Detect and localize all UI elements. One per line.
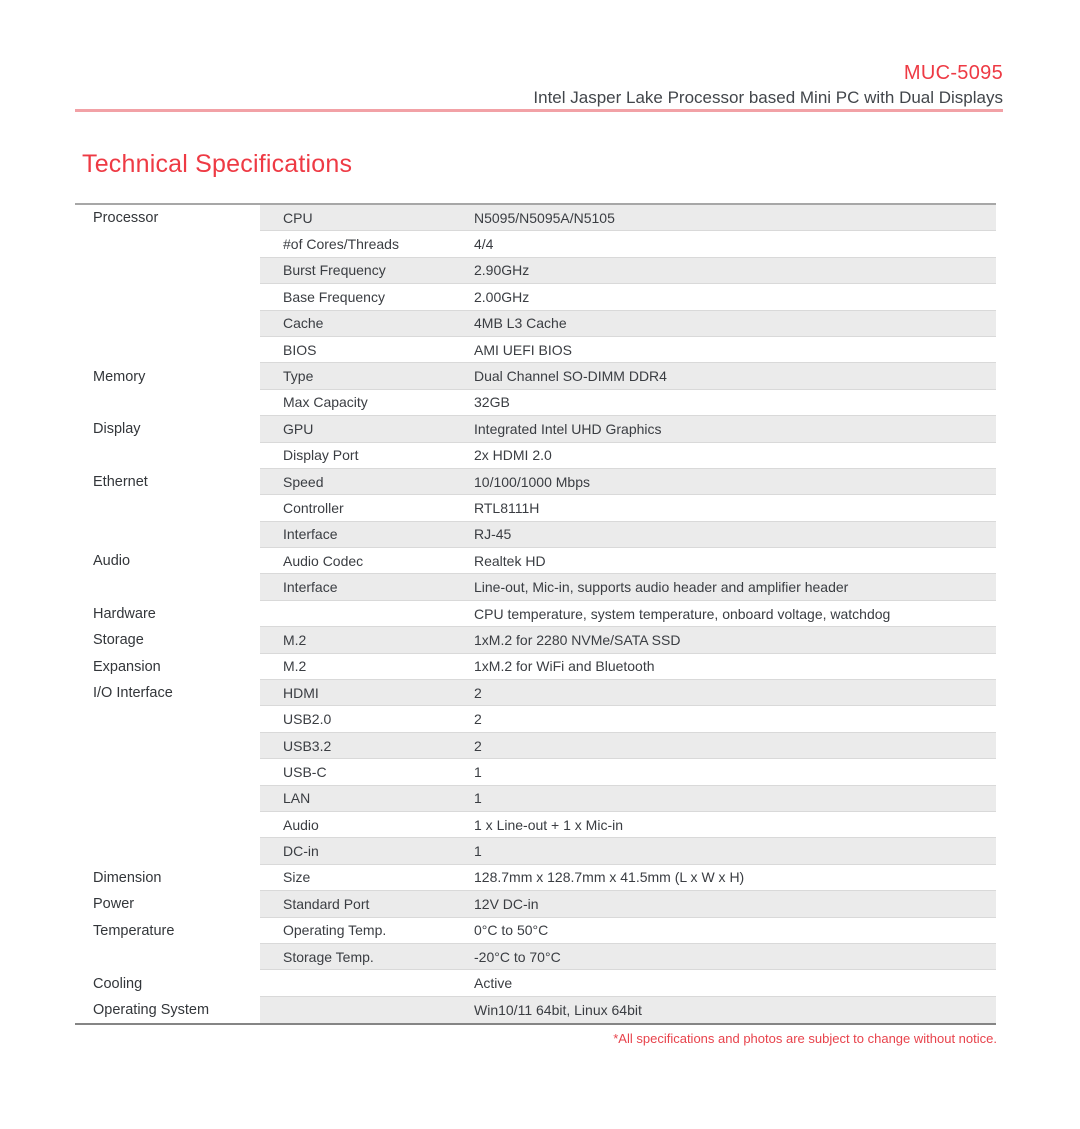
row-band [260, 258, 996, 284]
spec-label: Operating Temp. [283, 922, 387, 939]
spec-label: M.2 [283, 658, 307, 675]
section-title: Technical Specifications [82, 150, 353, 178]
spec-value: 2 [474, 737, 482, 754]
spec-label: Size [283, 869, 311, 886]
spec-label: BIOS [283, 341, 317, 358]
spec-value: 4/4 [474, 236, 494, 253]
row-band [260, 548, 996, 574]
table-row [75, 469, 996, 495]
table-row [75, 548, 996, 574]
row-band [260, 759, 996, 785]
spec-label: GPU [283, 420, 314, 437]
row-band [260, 311, 996, 337]
category-cell [75, 838, 260, 864]
category-cell: Storage [93, 632, 144, 649]
row-band [260, 733, 996, 759]
row-band [260, 944, 996, 970]
table-row [75, 627, 996, 653]
row-band [260, 469, 996, 495]
spec-value: 2x HDMI 2.0 [474, 447, 552, 464]
spec-value: RTL8111H [474, 499, 540, 516]
table-row [75, 865, 996, 891]
spec-value: 12V DC-in [474, 895, 539, 912]
spec-value: 1xM.2 for 2280 NVMe/SATA SSD [474, 631, 681, 648]
row-band [260, 522, 996, 548]
row-band [260, 812, 996, 838]
table-row [75, 601, 996, 627]
table-row [75, 706, 996, 732]
category-cell: Memory [93, 368, 146, 385]
category-cell: Dimension [93, 869, 162, 886]
row-band [260, 205, 996, 231]
spec-value: Realtek HD [474, 552, 546, 569]
row-band [260, 284, 996, 310]
spec-value: 2.00GHz [474, 288, 530, 305]
row-band [260, 865, 996, 891]
table-row [75, 786, 996, 812]
row-band [260, 680, 996, 706]
row-band [260, 838, 996, 864]
row-band [260, 786, 996, 812]
spec-label: USB3.2 [283, 737, 332, 754]
spec-table [75, 203, 996, 1025]
spec-value: 10/100/1000 Mbps [474, 473, 590, 490]
spec-label: Interface [283, 579, 338, 596]
table-row [75, 311, 996, 337]
category-cell: Expansion [93, 658, 161, 675]
spec-label: USB2.0 [283, 711, 332, 728]
category-cell [75, 759, 260, 785]
category-cell: Processor [93, 210, 159, 227]
spec-label: Interface [283, 526, 338, 543]
table-row [75, 443, 996, 469]
row-band [260, 706, 996, 732]
row-band [260, 495, 996, 521]
spec-label: Burst Frequency [283, 262, 386, 279]
spec-value: 2.90GHz [474, 262, 530, 279]
spec-value: AMI UEFI BIOS [474, 341, 573, 358]
spec-value: Integrated Intel UHD Graphics [474, 420, 662, 437]
table-row [75, 337, 996, 363]
category-cell [75, 574, 260, 600]
table-row [75, 574, 996, 600]
table-row [75, 997, 996, 1023]
row-band [260, 654, 996, 680]
category-cell [75, 443, 260, 469]
table-row [75, 363, 996, 389]
category-cell: Power [93, 896, 135, 913]
category-cell [75, 231, 260, 257]
category-cell: Display [93, 421, 141, 438]
table-row [75, 495, 996, 521]
spec-value: Active [474, 975, 513, 992]
row-band [260, 997, 996, 1023]
table-row [75, 680, 996, 706]
row-band [260, 390, 996, 416]
row-band [260, 416, 996, 442]
spec-value: 1 [474, 843, 482, 860]
table-row [75, 284, 996, 310]
table-row [75, 231, 996, 257]
spec-value: RJ-45 [474, 526, 512, 543]
spec-value: 4MB L3 Cache [474, 315, 567, 332]
category-cell [75, 337, 260, 363]
row-band [260, 231, 996, 257]
category-cell: Temperature [93, 922, 175, 939]
spec-label: M.2 [283, 631, 307, 648]
spec-label: USB-C [283, 763, 327, 780]
spec-label: HDMI [283, 684, 319, 701]
table-row [75, 838, 996, 864]
table-row [75, 759, 996, 785]
category-cell [75, 944, 260, 970]
spec-label: Standard Port [283, 895, 370, 912]
category-cell [75, 284, 260, 310]
spec-label: #of Cores/Threads [283, 236, 399, 253]
page-header [533, 62, 1003, 108]
category-cell [75, 311, 260, 337]
spec-value: Win10/11 64bit, Linux 64bit [474, 1001, 642, 1018]
spec-label: Base Frequency [283, 288, 385, 305]
spec-value: 1 [474, 790, 482, 807]
product-subtitle: Intel Jasper Lake Processor based Mini PC with Dual Displays [533, 88, 1003, 107]
spec-label: Display Port [283, 447, 359, 464]
spec-value: 32GB [474, 394, 510, 411]
spec-value: Line-out, Mic-in, supports audio header and amplifier header [474, 579, 849, 596]
category-cell [75, 812, 260, 838]
table-row [75, 918, 996, 944]
spec-label: CPU [283, 209, 313, 226]
spec-value: 2 [474, 711, 482, 728]
spec-value: Dual Channel SO-DIMM DDR4 [474, 368, 667, 385]
table-row [75, 733, 996, 759]
row-band [260, 337, 996, 363]
spec-value: N5095/N5095A/N5105 [474, 209, 615, 226]
spec-value: -20°C to 70°C [474, 948, 561, 965]
row-band [260, 363, 996, 389]
spec-label: Audio [283, 816, 319, 833]
row-band [260, 601, 996, 627]
category-cell [75, 495, 260, 521]
row-band [260, 918, 996, 944]
category-cell [75, 390, 260, 416]
table-row [75, 812, 996, 838]
spec-label: LAN [283, 790, 311, 807]
header-rule [75, 109, 1003, 112]
spec-value: 128.7mm x 128.7mm x 41.5mm (L x W x H) [474, 869, 745, 886]
spec-label: Audio Codec [283, 552, 364, 569]
spec-label: Storage Temp. [283, 948, 374, 965]
table-row [75, 944, 996, 970]
category-cell: Operating System [93, 1001, 210, 1018]
category-cell [75, 786, 260, 812]
spec-label: Controller [283, 499, 344, 516]
spec-label: Max Capacity [283, 394, 368, 411]
category-cell: Audio [93, 553, 131, 570]
row-band [260, 891, 996, 917]
category-cell: Hardware [93, 606, 156, 623]
row-band [260, 627, 996, 653]
spec-value: 1 x Line-out + 1 x Mic-in [474, 816, 624, 833]
spec-value: 2 [474, 684, 482, 701]
row-band [260, 443, 996, 469]
table-row [75, 654, 996, 680]
product-model-title: MUC-5095 [903, 62, 1003, 84]
category-cell [75, 706, 260, 732]
row-band [260, 970, 996, 996]
category-cell: Cooling [93, 975, 143, 992]
table-row [75, 390, 996, 416]
category-cell: I/O Interface [93, 685, 173, 702]
spec-value: 1 [474, 763, 482, 780]
row-band [260, 574, 996, 600]
spec-label: Speed [283, 473, 324, 490]
spec-value: 0°C to 50°C [474, 922, 549, 939]
spec-label: Type [283, 368, 314, 385]
spec-value: 1xM.2 for WiFi and Bluetooth [474, 658, 655, 675]
spec-label: Cache [283, 315, 324, 332]
table-row [75, 970, 996, 996]
category-cell [75, 522, 260, 548]
table-row [75, 416, 996, 442]
spec-value: CPU temperature, system temperature, onboard voltage, watchdog [474, 605, 891, 622]
category-cell [75, 733, 260, 759]
table-row [75, 522, 996, 548]
spec-label: DC-in [283, 843, 319, 860]
table-row [75, 258, 996, 284]
table-row [75, 205, 996, 231]
category-cell [75, 258, 260, 284]
category-cell: Ethernet [93, 474, 148, 491]
disclaimer-footnote: *All specifications and photos are subject to change without notice. [613, 1031, 997, 1046]
table-row [75, 891, 996, 917]
